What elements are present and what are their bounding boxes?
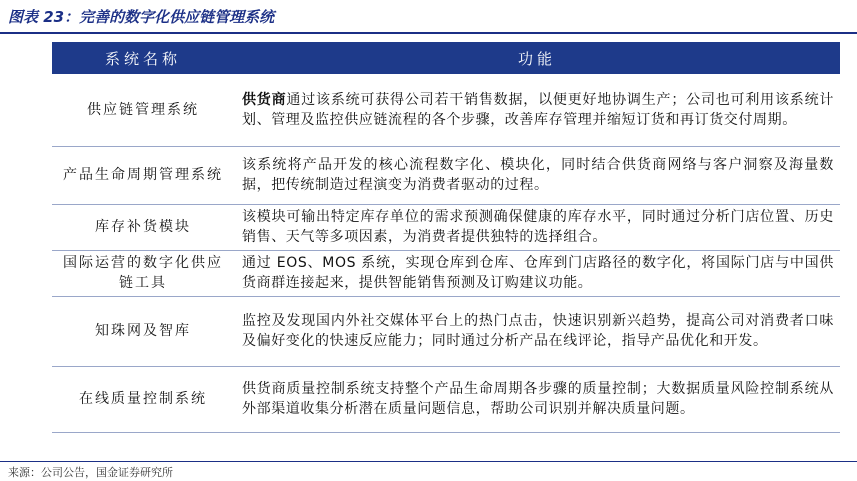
row-function xyxy=(234,366,840,432)
table-row xyxy=(52,250,840,296)
figure-title-bar xyxy=(0,0,857,34)
row-function xyxy=(234,250,840,296)
row-function xyxy=(234,74,840,146)
table-row xyxy=(52,204,840,250)
row-system-name: 供应链管理系统 xyxy=(52,74,234,146)
table-row xyxy=(52,366,840,432)
row-system-name: 国际运营的数字化供应链工具 xyxy=(52,250,234,296)
row-function-text: 通过该系统可获得公司若干销售数据，以便更好地协调生产；公司也可利用该系统计划、管理及监控供应链流程的各个步骤，改善库存管理并缩短订货和再订货交付周期。 xyxy=(242,91,834,128)
row-function-lead: 供货商 xyxy=(242,91,287,108)
row-function xyxy=(234,204,840,250)
row-function xyxy=(234,296,840,366)
row-system-name: 产品生命周期管理系统 xyxy=(52,146,234,204)
row-system-name: 知珠网及智库 xyxy=(52,296,234,366)
table-row xyxy=(52,146,840,204)
row-system-name: 在线质量控制系统 xyxy=(52,366,234,432)
row-function-text: 通过 EOS、MOS 系统，实现仓库到仓库、仓库到门店路径的数字化，将国际门店与中国供货商群连接起来，提供智能销售预测及订购建议功能。 xyxy=(242,255,834,291)
row-function-text: 供货商质量控制系统支持整个产品生命周期各步骤的质量控制；大数据质量风险控制系统从外部渠道收集分析潜在质量问题信息，帮助公司识别并解决质量问题。 xyxy=(242,381,834,417)
row-function-text: 该模块可输出特定库存单位的需求预测确保健康的库存水平，同时通过分析门店位置、历史销售、天气等多项因素，为消费者提供独特的选择组合。 xyxy=(242,209,834,245)
row-function xyxy=(234,146,840,204)
row-function-text: 监控及发现国内外社交媒体平台上的热门点击，快速识别新兴趋势，提高公司对消费者口味及偏好变化的快速反应能力；同时通过分析产品在线评论，指导产品优化和开发。 xyxy=(242,313,834,349)
table-header-row xyxy=(52,42,840,74)
supply-chain-systems-table xyxy=(52,42,840,433)
source-note: 来源：公司公告，国金证券研究所 xyxy=(8,466,173,479)
source-divider xyxy=(0,461,857,462)
row-system-name: 库存补货模块 xyxy=(52,204,234,250)
header-function: 功能 xyxy=(234,42,840,74)
table-row xyxy=(52,296,840,366)
header-system-name: 系统名称 xyxy=(52,42,234,74)
table-row xyxy=(52,74,840,146)
figure-title: 图表 23：完善的数字化供应链管理系统 xyxy=(8,8,275,26)
row-function-text: 该系统将产品开发的核心流程数字化、模块化，同时结合供货商网络与客户洞察及海量数据，把传统制造过程演变为消费者驱动的过程。 xyxy=(242,157,834,193)
